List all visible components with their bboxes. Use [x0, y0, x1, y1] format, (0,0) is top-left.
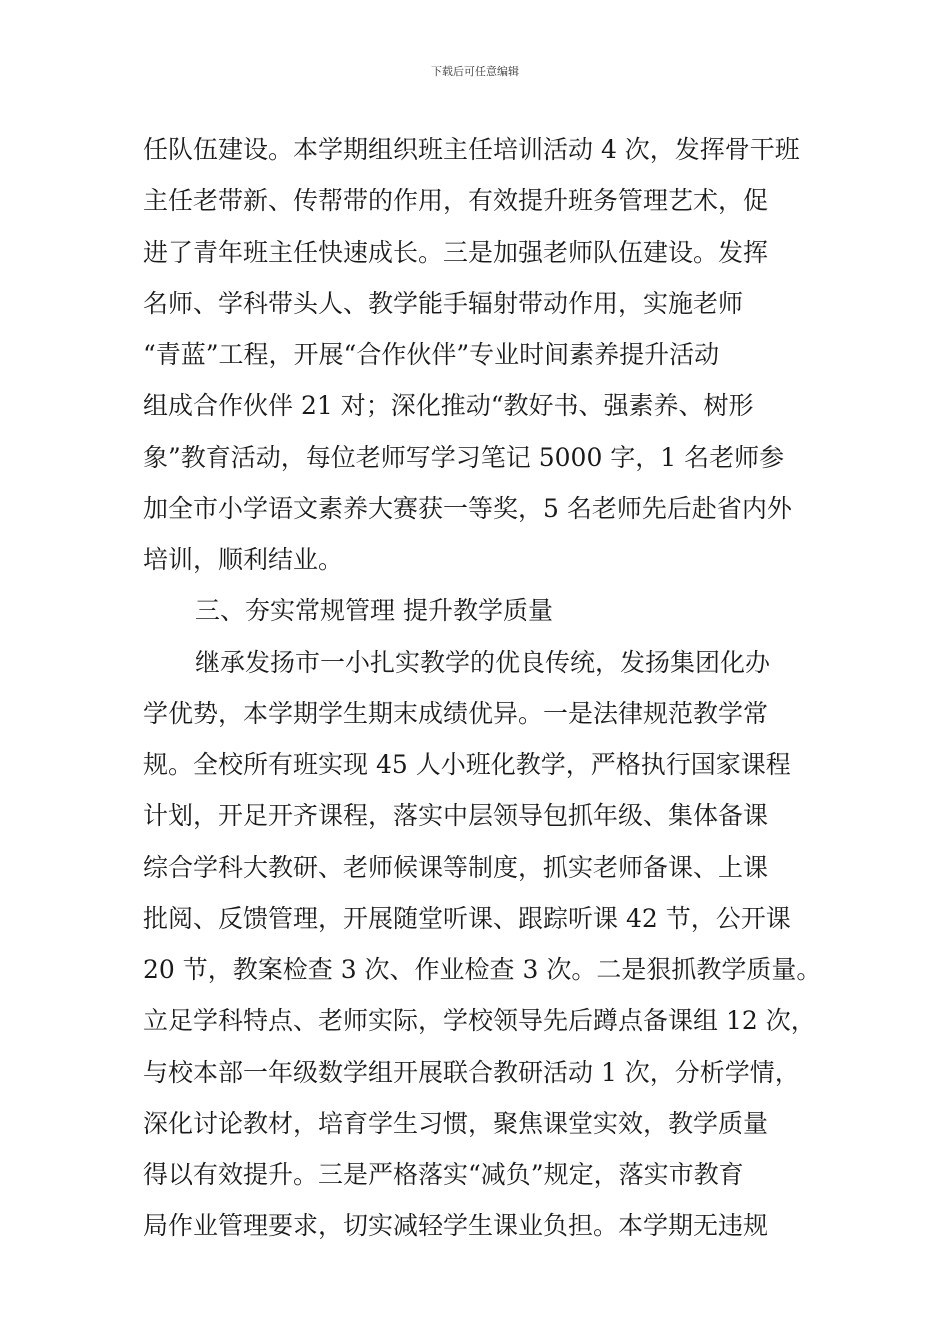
text-line: 深化讨论教材，培育学生习惯，聚焦课堂实效，教学质量: [143, 1108, 769, 1138]
text-line: 批阅、反馈管理，开展随堂听课、跟踪听课 42 节，公开课: [143, 903, 791, 933]
text-line: “青蓝”工程，开展“合作伙伴”专业时间素养提升活动: [143, 340, 720, 369]
text-line: 立足学科特点、老师实际，学校领导先后蹲点备课组 12 次，: [143, 1006, 816, 1036]
text-line: 综合学科大教研、老师候课等制度，抓实老师备课、上课: [143, 852, 769, 882]
text-line: 名师、学科带头人、教学能手辐射带动作用，实施老师: [143, 288, 744, 318]
text-line: 与校本部一年级数学组开展联合教研活动 1 次，分析学情，: [143, 1057, 800, 1087]
text-line: 进了青年班主任快速成长。三是加强老师队伍建设。发挥: [143, 237, 769, 267]
text-line: 主任老带新、传帮带的作用，有效提升班务管理艺术，促: [143, 186, 769, 216]
text-line: 得以有效提升。三是严格落实“减负”规定，落实市教育: [143, 1160, 744, 1189]
text-line: 规。全校所有班实现 45 人小班化教学，严格执行国家课程: [143, 750, 791, 779]
text-line: 计划，开足开齐课程，落实中层领导包抓年级、集体备课: [143, 801, 769, 831]
text-line: 学优势，本学期学生期末成绩优异。一是法律规范教学常: [143, 698, 769, 728]
text-line: 组成合作伙伴 21 对；深化推动“教好书、强素养、树形: [143, 391, 754, 421]
page-header: 下载后可任意编辑: [431, 65, 519, 78]
text-line: 培训，顺利结业。: [143, 545, 344, 574]
section-heading: 三、夯实常规管理 提升教学质量: [195, 596, 553, 626]
text-line: 任队伍建设。本学期组织班主任培训活动 4 次，发挥骨干班: [143, 135, 800, 164]
text-line: 20 节，教案检查 3 次、作业检查 3 次。二是狠抓教学质量。: [143, 955, 822, 984]
text-line: 象”教育活动，每位老师写学习笔记 5000 字，1 名老师参: [143, 442, 785, 472]
document-body: [143, 124, 823, 1252]
text-line: 局作业管理要求，切实减轻学生课业负担。本学期无违规: [143, 1211, 769, 1241]
paragraph-first-line: 继承发扬市一小扎实教学的优良传统，发扬集团化办: [195, 647, 771, 677]
text-line: 加全市小学语文素养大赛获一等奖，5 名老师先后赴省内外: [143, 493, 792, 523]
